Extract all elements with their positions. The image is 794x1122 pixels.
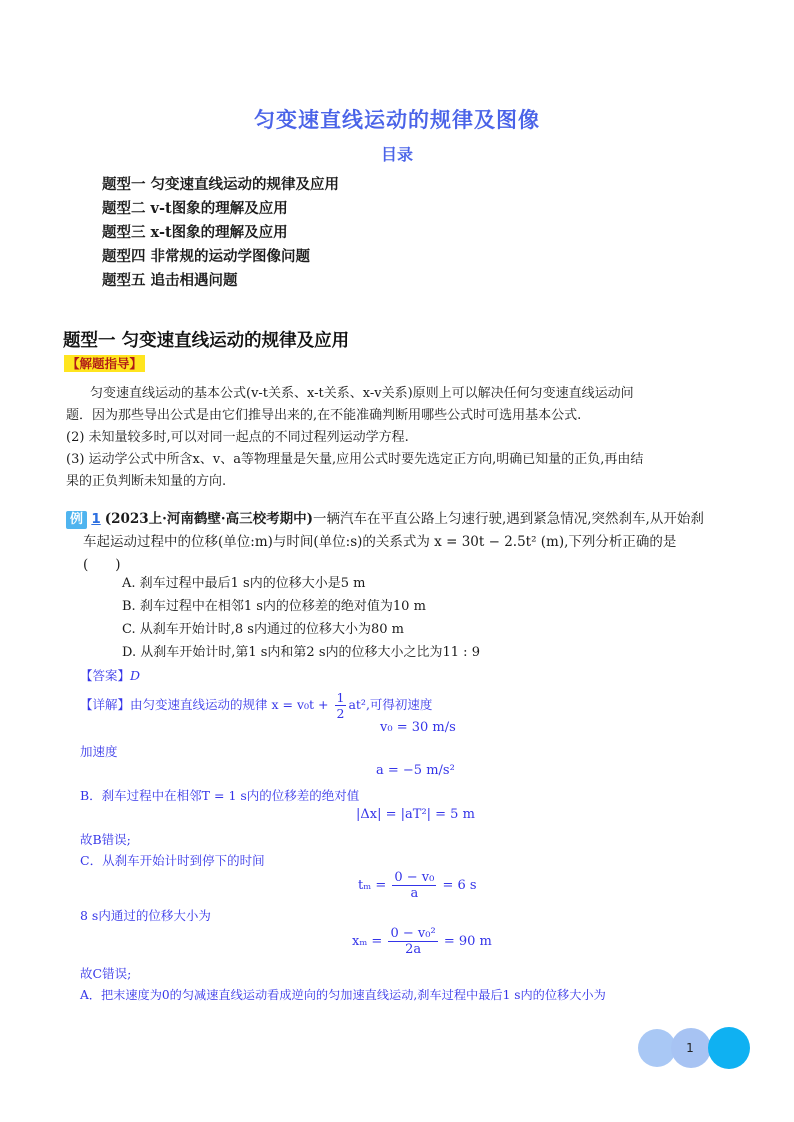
xm-rhs: = 90 m [443,934,492,949]
fraction-numerator: 1 [336,690,345,705]
guide-paragraph-3b: 果的正负判断未知量的方向. [66,474,227,489]
toc-item[interactable]: 题型二 v-t图象的理解及应用 [102,200,288,217]
answer-line [80,666,140,684]
answer-label: 【答案】 [80,668,131,683]
table-of-contents [102,173,339,293]
tm-rhs: = 6 s [442,878,477,893]
guide-paragraph-1b: 题．因为那些导出公式是由它们推导出来的,在不能准确判断用哪些公式时可选用基本公式. [66,408,582,423]
answer-blank: ( ) [83,557,121,573]
equation-dx: |Δx| = |aT²| = 5 m [356,807,475,822]
detail-line [80,690,432,721]
guide-text [66,383,740,493]
guide-paragraph-2: (2) 未知量较多时,可以对同一起点的不同过程列运动学方程. [66,430,409,445]
fraction-denominator: 2 [336,706,345,721]
line-a: A．把末速度为0的匀减速直线运动看成逆向的匀加速直线运动,刹车过程中最后1 s内的位移大小为 [80,988,606,1002]
page-number: 1 [686,1041,694,1055]
line-8s: 8 s内通过的位移大小为 [80,908,211,923]
example-text-1: 一辆汽车在平直公路上匀速行驶,遇到紧急情况,突然刹车,从开始刹 [312,511,704,527]
equation-a: a = −5 m/s² [376,763,455,778]
document-title: 匀变速直线运动的规律及图像 [254,108,540,132]
toc-item[interactable]: 题型一 匀变速直线运动的规律及应用 [102,176,340,193]
xm-numerator: 0 − v₀² [390,926,436,941]
c-wrong: 故C错误; [80,966,132,981]
example-text-2: 车起运动过程中的位移(单位:m)与时间(单位:s)的关系式为 x = 30t − 2.5t² (m),下列分析正确的是 [83,534,677,550]
b-wrong: 故B错误; [80,832,131,847]
guide-paragraph-1: 匀变速直线运动的基本公式(v-t关系、x-t关系、x-v关系)原则上可以解决任何匀变速直线运动问 [90,386,634,401]
half-fraction [335,690,347,721]
answer-value: D [130,668,141,683]
tm-denominator: a [410,886,419,901]
page-decor-circle-right [708,1027,750,1069]
xm-lhs: xₘ = [352,934,383,949]
example-badge: 例 [66,511,87,529]
equation-v0: v₀ = 30 m/s [380,720,456,735]
section-title: 题型一 匀变速直线运动的规律及应用 [63,331,350,351]
detail-label: 【详解】 [80,697,131,712]
example-number: 1 [91,511,101,527]
option-c[interactable]: C. 从刹车开始计时,8 s内通过的位移大小为80 m [122,622,404,637]
line-b: B．刹车过程中在相邻T = 1 s内的位移差的绝对值 [80,788,360,803]
tm-lhs: tₘ = [358,878,387,893]
toc-title: 目录 [380,145,413,164]
tm-fraction [392,870,436,901]
acceleration-label: 加速度 [80,744,118,759]
detail-text: 由匀变速直线运动的规律 x = v₀t + [130,697,329,712]
xm-denominator: 2a [405,942,422,957]
option-d[interactable]: D. 从刹车开始计时,第1 s内和第2 s内的位移大小之比为11 : 9 [122,645,480,660]
tm-numerator: 0 − v₀ [394,870,435,885]
toc-item[interactable]: 题型四 非常规的运动学图像问题 [102,248,311,265]
option-b[interactable]: B. 刹车过程中在相邻1 s内的位移差的绝对值为10 m [122,599,426,614]
xm-fraction [388,926,437,957]
line-c: C．从刹车开始计时到停下的时间 [80,853,265,868]
guide-tag: 【解题指导】 [64,355,145,372]
example-source: (2023上·河南鹤壁·高三校考期中) [104,511,313,527]
example-question [66,508,742,577]
options-list [122,572,480,664]
equation-xm [352,926,492,957]
toc-item[interactable]: 题型三 x-t图象的理解及应用 [102,224,288,241]
toc-item[interactable]: 题型五 追击相遇问题 [102,272,238,289]
equation-tm [358,870,477,901]
guide-paragraph-3: (3) 运动学公式中所含x、v、a等物理量是矢量,应用公式时要先选定正方向,明确已知量的正负,再由结 [66,452,644,467]
detail-tail: at²,可得初速度 [348,697,433,712]
option-a[interactable]: A. 刹车过程中最后1 s内的位移大小是5 m [122,576,366,591]
